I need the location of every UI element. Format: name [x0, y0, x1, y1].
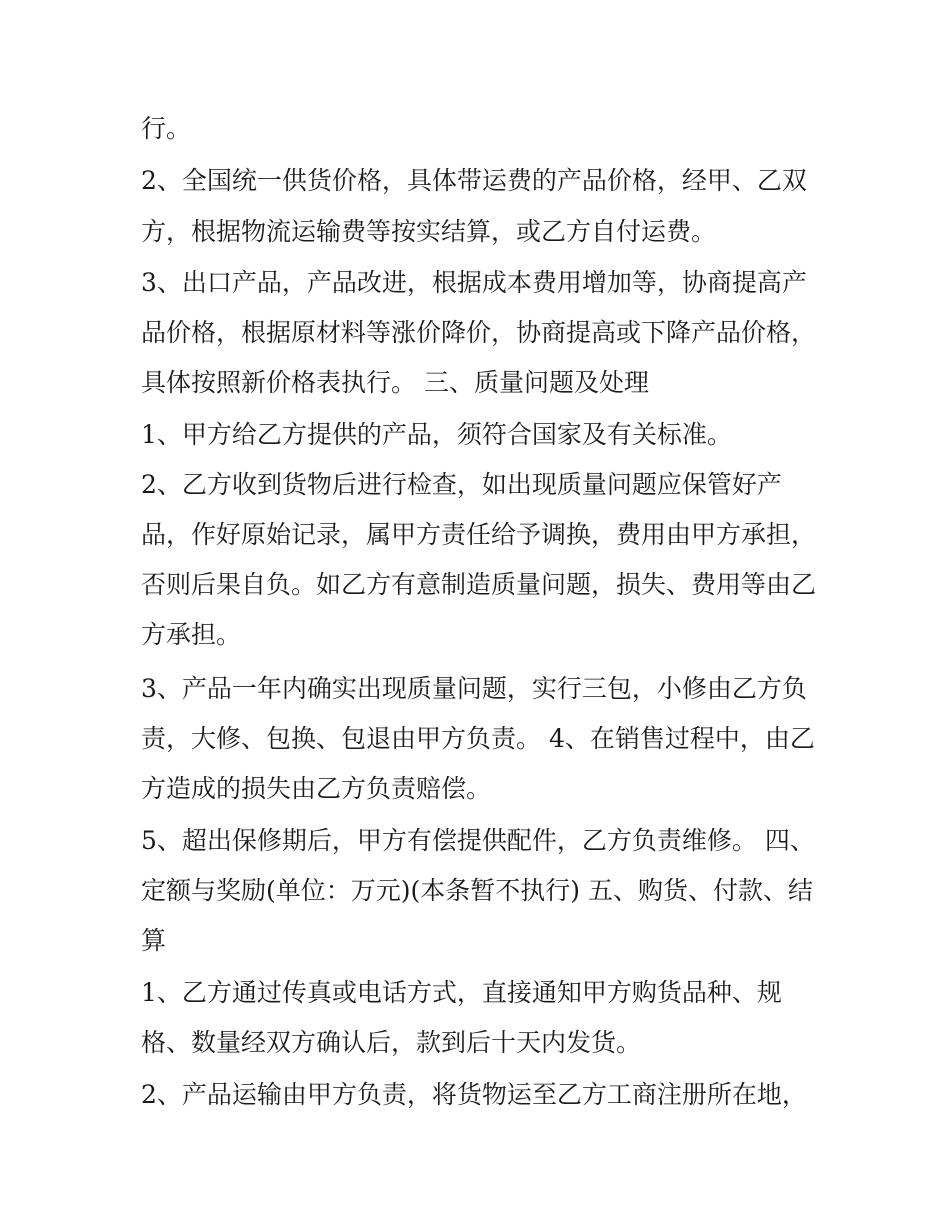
text-line: 1、甲方给乙方提供的产品，须符合国家及有关标准。 [141, 420, 732, 449]
text-line: 具体按照新价格表执行。 三、质量问题及处理 [141, 368, 649, 397]
text-line: 3、出口产品，产品改进，根据成本费用增加等，协商提高产 [141, 268, 807, 297]
text-line: 方，根据物流运输费等按实结算，或乙方自付运费。 [141, 217, 717, 246]
text-line: 格、数量经双方确认后，款到后十天内发货。 [141, 1028, 642, 1057]
text-line: 定额与奖励(单位：万元)(本条暂不执行) 五、购货、付款、结 [141, 876, 813, 905]
text-line: 方造成的损失由乙方负责赔偿。 [141, 774, 492, 803]
text-line: 品价格，根据原材料等涨价降价，协商提高或下降产品价格， [141, 318, 817, 347]
text-line: 2、产品运输由甲方负责，将货物运至乙方工商注册所在地， [141, 1080, 807, 1109]
text-line: 2、乙方收到货物后进行检查，如出现质量问题应保管好产 [141, 470, 782, 499]
text-line: 2、全国统一供货价格，具体带运费的产品价格，经甲、乙双 [141, 166, 807, 195]
text-line: 1、乙方通过传真或电话方式，直接通知甲方购货品种、规 [141, 978, 782, 1007]
text-line: 否则后果自负。如乙方有意制造质量问题，损失、费用等由乙 [141, 570, 817, 599]
text-line: 方承担。 [141, 620, 242, 649]
text-line: 品，作好原始记录，属甲方责任给予调换，费用由甲方承担， [141, 520, 817, 549]
text-line: 责，大修、包换、包退由甲方负责。 4、在销售过程中，由乙 [141, 724, 815, 753]
text-line: 算 [141, 926, 167, 955]
text-line: 行。 [141, 114, 192, 143]
text-line: 5、超出保修期后，甲方有偿提供配件，乙方负责维修。 四、 [141, 826, 815, 855]
text-line: 3、产品一年内确实出现质量问题，实行三包，小修由乙方负 [141, 674, 807, 703]
